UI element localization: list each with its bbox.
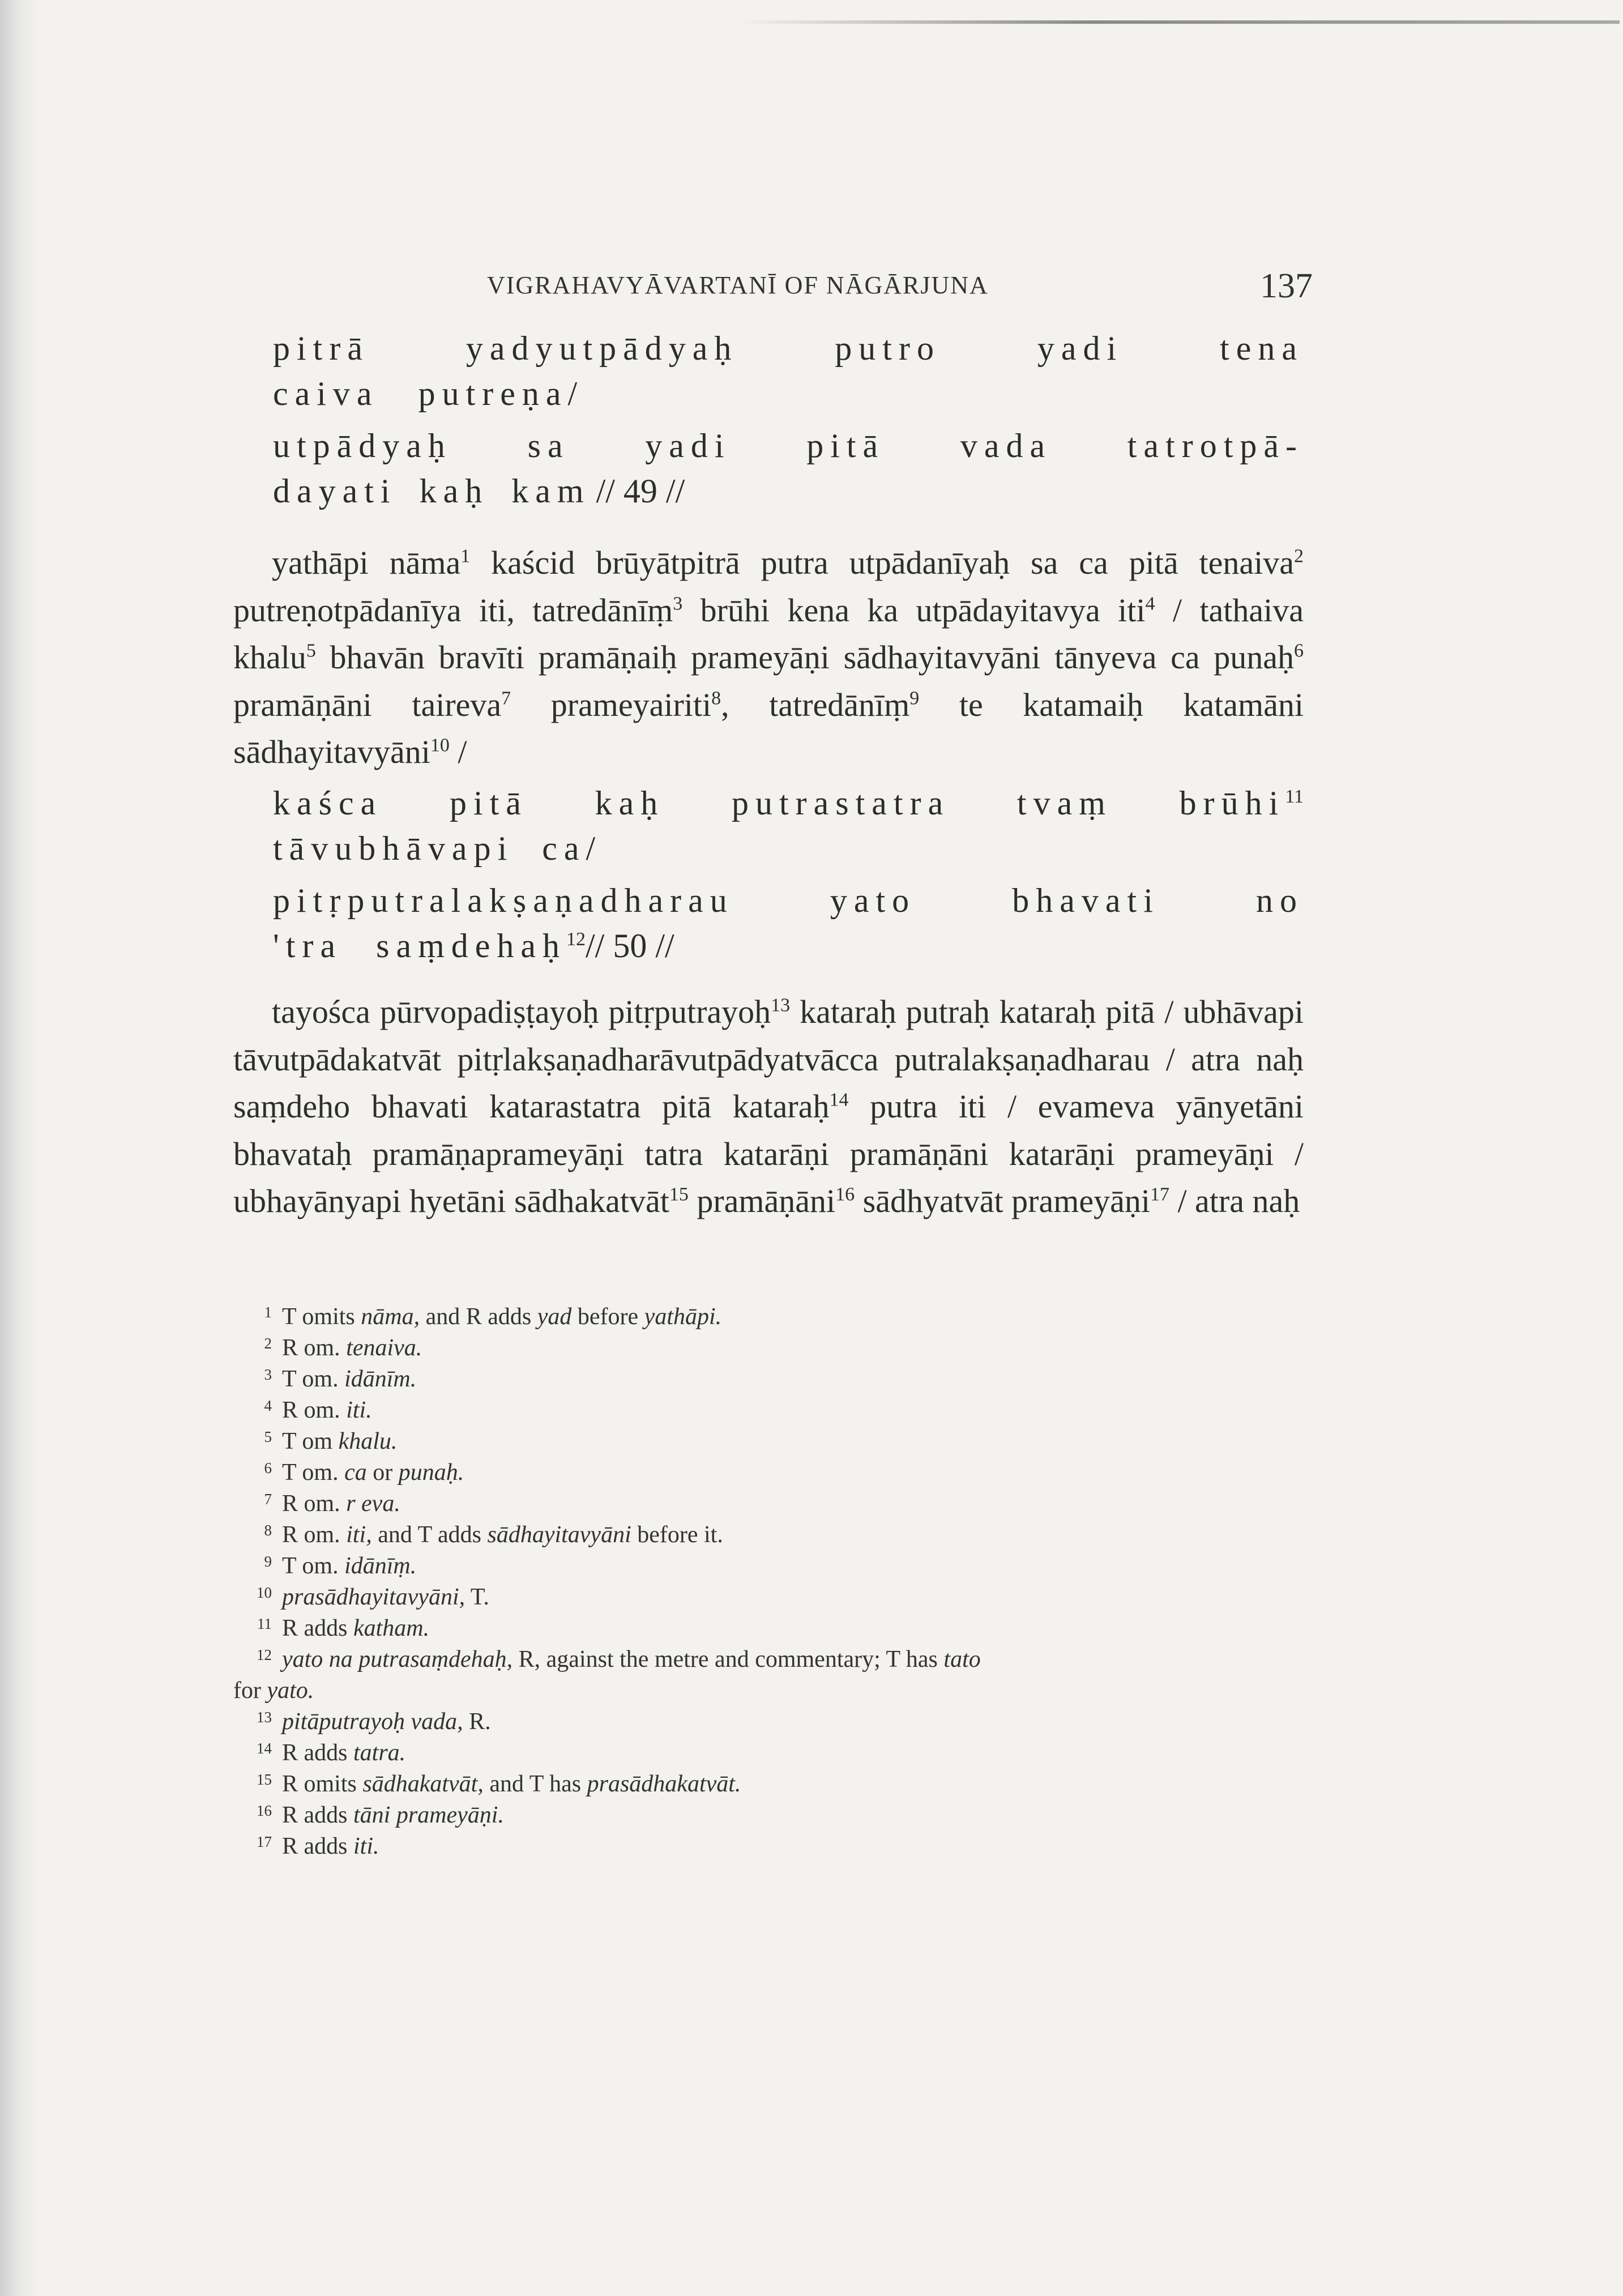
verse-word: pitrā [273,330,369,367]
footnote-text: R adds tatra. [282,1740,406,1766]
footnote-ref: 8 [711,688,721,709]
verse-word: dayati [273,472,397,510]
footnote-number: 14 [257,1740,272,1757]
footnote-number: 1 [264,1304,272,1321]
footnote-ref: 1 [460,545,471,567]
verse-word: no [1255,882,1304,919]
scan-left-edge-shadow [0,0,40,2296]
verse-line [273,826,1304,871]
footnote-text: R adds katham. [282,1615,430,1641]
verse-line [273,326,1304,371]
footnote-ref: 7 [501,688,511,709]
verse-word: sa [527,427,570,464]
footnote [233,1706,1309,1738]
footnote [233,1333,1309,1364]
footnote-text: pitāputrayoḥ vada, R. [282,1709,491,1735]
verse-word: kaśca [273,784,383,822]
footnote [233,1457,1309,1488]
footnote-ref: 11 [1285,786,1304,807]
footnote-text: R adds tāni prameyāṇi. [282,1802,504,1828]
footnote [233,1738,1309,1769]
verse-word: kam [511,472,591,510]
verse-line [273,423,1304,468]
footnote-text: yato na putrasaṃdehaḥ, R, against the metre and commentary; T has tato [282,1646,981,1672]
footnote-number: 5 [264,1428,272,1445]
footnote [233,1675,1309,1706]
verse-word: pitṛputralakṣaṇadharau [273,882,734,919]
footnote [233,1644,1309,1675]
verse-word: pitā [449,784,528,822]
verse-word: ca/ [542,830,603,867]
footnote-ref: 13 [771,995,791,1016]
footnote [233,1769,1309,1800]
footnote [233,1551,1309,1582]
footnote-ref: 14 [829,1089,849,1111]
footnote-number: 3 [264,1366,272,1383]
verse-word: utpādyaḥ [273,427,452,464]
footnote-number: 16 [257,1802,272,1819]
footnote-number: 13 [257,1709,272,1726]
footnote-ref: 6 [1294,640,1304,662]
footnote-text: T om. idānīm. [282,1366,417,1392]
footnote-number: 12 [257,1646,272,1663]
commentary-paragraph: tayośca pūrvopadiṣṭayoḥ pitṛputrayoḥ$^{13}$ kataraḥ putraḥ kataraḥ pitā / ubhāvapi tāvutpādakatvāt pitṛlakṣaṇadharāvutpādyatvācca putralakṣaṇadharau / atra naḥ saṃdeho bhavati katarastatra pitā kataraḥ$^{14}$ putra iti / evameva yānyetāni bhavataḥ pramāṇaprameyāṇi tatra katarāṇi pramāṇāni katarāṇi prameyāṇi / ubhayānyapi hyetāni sādhakatvāt$^{15}$ pramāṇāni$^{16}$ sādhyatvāt prameyāṇi$^{17}$ / atra naḥ [233,993,1304,1219]
verse-word: putreṇa/ [418,375,584,412]
footnote [233,1364,1309,1395]
footnote [233,1613,1309,1644]
footnote-number: 6 [264,1459,272,1476]
running-header: VIGRAHAVYĀVARTANĪ OF NĀGĀRJUNA [487,271,989,299]
footnote-number: 8 [264,1522,272,1539]
verse-49 [273,326,1304,514]
footnote [233,1301,1309,1333]
verse-word: putro [835,330,941,367]
verse-line [273,923,1304,968]
footnote-text: R om. tenaiva. [282,1335,422,1361]
footnote-text: T om. idānīṃ. [282,1553,417,1579]
footnote-ref: 5 [306,640,316,662]
verse-line [273,468,1304,514]
footnote-number: 10 [257,1584,272,1601]
footnote-text: R om. iti, and T adds sādhayitavyāni before it. [282,1522,723,1548]
verse-word: yadi [645,427,731,464]
footnotes [233,1301,1309,1862]
verse-word: yadyutpādyaḥ [465,330,738,367]
footnote-ref: 12 [566,929,586,950]
verse-word: 'tra [273,927,343,965]
page-number: 137 [1260,267,1313,305]
footnote [233,1831,1309,1862]
footnote-ref: 15 [669,1184,689,1205]
footnote [233,1800,1309,1831]
verse-word: yadi [1037,330,1124,367]
footnote-text: T om khalu. [282,1428,398,1454]
verse-word: kaḥ [419,472,489,510]
footnote-ref: 9 [909,688,920,709]
footnote-number: 15 [257,1771,272,1788]
verse-50 [273,780,1304,968]
verse-line [273,878,1304,923]
footnote-number: 11 [257,1615,272,1632]
footnote-ref: 17 [1150,1184,1169,1205]
footnote-text: prasādhayitavyāni, T. [282,1584,489,1610]
verse-word: pitā [806,427,885,464]
footnote-text: R om. iti. [282,1397,372,1423]
verse-word: tatrotpā- [1127,427,1304,464]
verse-word: yato [830,882,916,919]
footnote [233,1395,1309,1426]
verse-word: tāvubhāvapi [273,830,514,867]
footnote [233,1520,1309,1551]
verse-number: // 49 // [596,472,685,510]
footnote-number: 2 [264,1335,272,1352]
footnote-text: R omits sādhakatvāt, and T has prasādhakatvāt. [282,1771,741,1797]
footnote-ref: 10 [430,735,450,756]
verse-word: brūhi$^{11}$ [1179,784,1304,822]
verse-line [273,371,1304,416]
footnote-text: R adds iti. [282,1833,379,1859]
verse-word: tena [1220,330,1304,367]
footnote-ref: 16 [835,1184,855,1205]
verse-word: bhavati [1012,882,1160,919]
commentary-50 [233,988,1304,1225]
scan-top-edge-line [736,20,1620,24]
footnote-text: T om. ca or punaḥ. [282,1459,464,1486]
footnote-text: T omits nāma, and R adds yad before yathāpi. [282,1304,722,1330]
footnote-ref: 4 [1145,593,1155,614]
verse-line [273,780,1304,826]
commentary-paragraph: yathāpi nāma$^1$ kaścid brūyātpitrā putra utpādanīyaḥ sa ca pitā tenaiva$^2$ putreṇotpādanīya iti, tatredānīṃ$^3$ brūhi kena ka utpādayitavya iti$^4$ / tathaiva khalu$^5$ bhavān bravīti pramāṇaiḥ prameyāṇi sādhayitavyāni tānyeva ca punaḥ$^6$ pramāṇāni taireva$^7$ prameyairiti$^8$, tatredānīṃ$^9$ te katamaiḥ katamāni sādhayitavyāni$^{10}$ / [233,544,1304,770]
footnote-ref: 2 [1294,545,1304,567]
verse-word: saṃdehaḥ$^{12}$// 50 // [376,927,674,965]
footnote-number: 4 [264,1397,272,1414]
verse-word: caiva [273,375,379,412]
verse-word: kaḥ [595,784,665,822]
footnote [233,1426,1309,1457]
footnote [233,1488,1309,1520]
footnote-text: R om. r eva. [282,1491,400,1517]
verse-word: putrastatra [731,784,950,822]
verse-word: vada [960,427,1052,464]
commentary-49 [233,539,1304,776]
footnote-number: 9 [264,1553,272,1570]
footnote-ref: 3 [673,593,683,614]
verse-number: // 50 // [586,927,674,965]
footnote-number: 17 [257,1833,272,1850]
footnote [233,1582,1309,1613]
footnote-text: for yato. [233,1678,314,1704]
verse-word: tvaṃ [1016,784,1112,822]
footnote-number: 7 [264,1491,272,1508]
